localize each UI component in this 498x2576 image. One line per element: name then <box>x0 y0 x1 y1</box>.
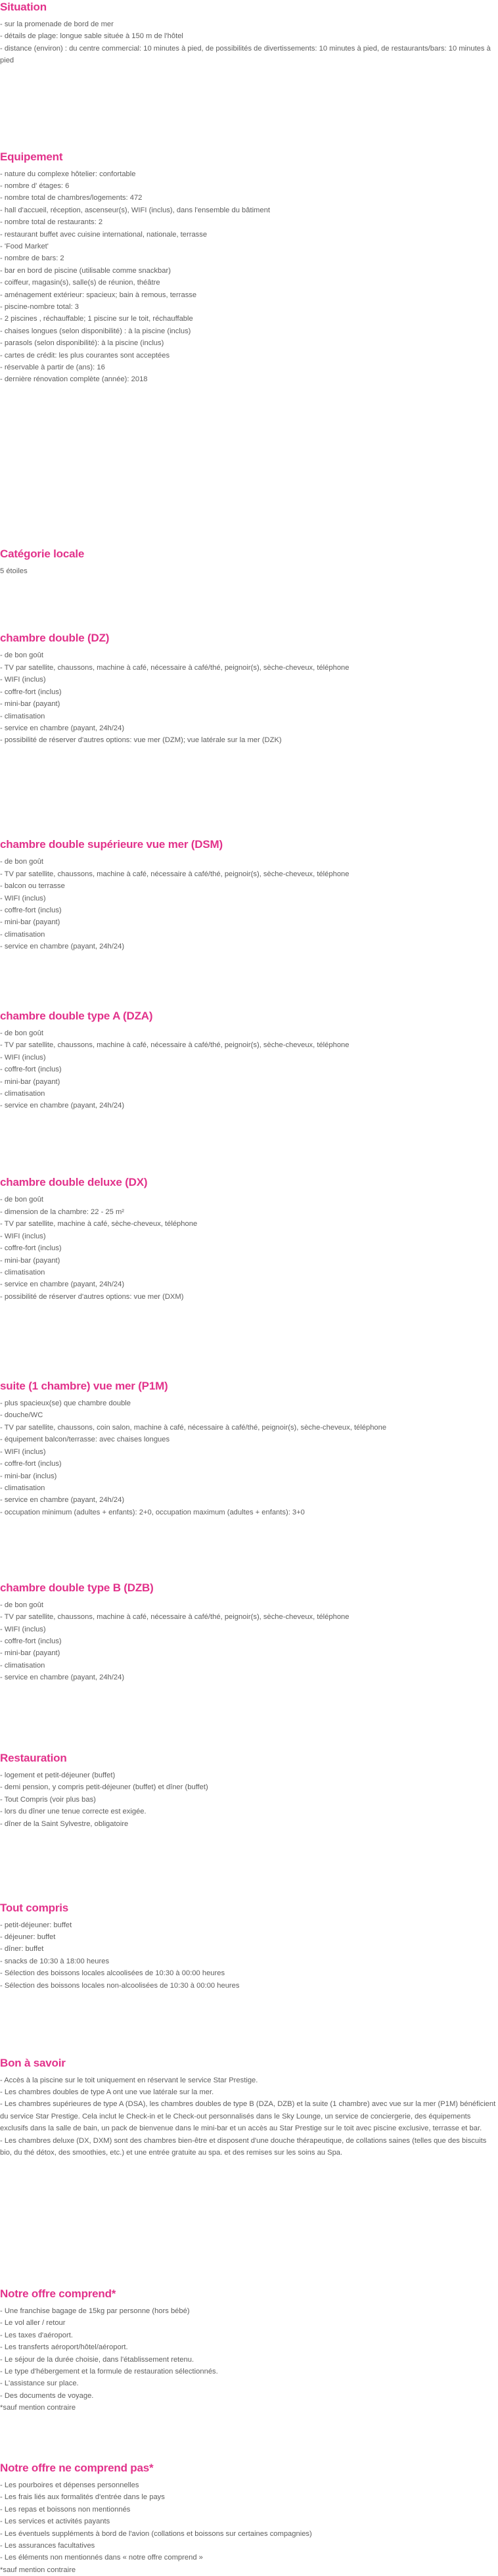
section-title: Tout compris <box>0 1901 69 1914</box>
list-item: - coffre-fort (inclus) <box>0 1066 62 1074</box>
list-item: - plus spacieux(se) que chambre double <box>0 1399 131 1408</box>
list-item: - climatisation <box>0 1661 45 1670</box>
section-11 <box>0 2056 498 2159</box>
list-item: - TV par satellite, machine à café, sèche-cheveux, téléphone <box>0 1220 198 1229</box>
section-13 <box>0 2461 498 2576</box>
list-item: - de bon goût <box>0 1196 43 1204</box>
list-item: - chaises longues (selon disponibilité) : à la piscine (inclus) <box>0 327 191 335</box>
section-list <box>0 856 498 952</box>
list-item: - coffre-fort (inclus) <box>0 1460 62 1468</box>
list-item: - bar en bord de piscine (utilisable comme snackbar) <box>0 266 171 275</box>
section-list <box>0 2074 498 2159</box>
list-item: - distance (environ) : du centre commercial: 10 minutes à pied, de possibilités de divertissements: 10 minutes à pied, de restaurants/bars: 10 minutes à pied <box>0 44 491 65</box>
list-item: - possibilité de réserver d'autres options: vue mer (DXM) <box>0 1292 184 1301</box>
list-item: - Sélection des boissons locales non-alcoolisées de 10:30 à 00:00 heures <box>0 1981 240 1990</box>
section-list <box>0 1599 498 1684</box>
section-title: Notre offre ne comprend pas* <box>0 2462 154 2474</box>
list-item: - service en chambre (payant, 24h/24) <box>0 943 125 951</box>
list-item: - petit-déjeuner: buffet <box>0 1921 72 1929</box>
list-item: - climatisation <box>0 1090 45 1098</box>
list-item: - mini-bar (payant) <box>0 918 60 927</box>
list-item: - TV par satellite, chaussons, machine à café, nécessaire à café/thé, peignoir(s), sèche-cheveux, téléphone <box>0 1613 350 1622</box>
list-item: - coffre-fort (inclus) <box>0 906 62 915</box>
list-item: - WIFI (inclus) <box>0 676 46 684</box>
list-item: - demi pension, y compris petit-déjeuner (buffet) et dîner (buffet) <box>0 1783 208 1792</box>
list-item: 5 étoiles <box>0 567 28 576</box>
list-item: - détails de plage: longue sable située à 150 m de l'hôtel <box>0 32 183 41</box>
list-item: - service en chambre (payant, 24h/24) <box>0 1280 125 1289</box>
list-item: - nombre de bars: 2 <box>0 254 64 263</box>
list-item: - nature du complexe hôtelier: confortable <box>0 170 136 178</box>
list-item: - 2 piscines , réchauffable; 1 piscine sur le toit, réchauffable <box>0 315 193 323</box>
section-list <box>0 649 498 746</box>
list-item: - mini-bar (payant) <box>0 1649 60 1658</box>
list-item: - climatisation <box>0 712 45 720</box>
section-title: Notre offre comprend* <box>0 2287 116 2301</box>
list-item: - snacks de 10:30 à 18:00 heures <box>0 1957 110 1965</box>
section-list <box>0 2479 498 2576</box>
list-item: - Les assurances facultatives <box>0 2542 95 2550</box>
list-item: - coffre-fort (inclus) <box>0 1637 62 1646</box>
section-8 <box>0 1581 498 1684</box>
section-6 <box>0 1175 498 1303</box>
list-item: *sauf mention contraire <box>0 2565 76 2574</box>
list-item: - Les pourboires et dépenses personnelles <box>0 2481 139 2489</box>
list-item: - service en chambre (payant, 24h/24) <box>0 1674 125 1682</box>
section-3 <box>0 631 498 746</box>
list-item: - WIFI (inclus) <box>0 1232 46 1240</box>
list-item: *sauf mention contraire <box>0 2404 76 2412</box>
list-item: - restaurant buffet avec cuisine international, nationale, terrasse <box>0 230 208 239</box>
section-10 <box>0 1901 498 1992</box>
list-item: - aménagement extérieur: spacieux; bain à remous, terrasse <box>0 291 197 299</box>
section-0 <box>0 0 498 67</box>
list-item: - de bon goût <box>0 858 43 866</box>
list-item: - mini-bar (payant) <box>0 700 60 709</box>
list-item: - balcon ou terrasse <box>0 882 65 891</box>
section-5 <box>0 1009 498 1112</box>
list-item: - 'Food Market' <box>0 242 49 250</box>
list-item: - climatisation <box>0 1484 45 1492</box>
list-item: - douche/WC <box>0 1411 43 1420</box>
list-item: - coffre-fort (inclus) <box>0 688 62 696</box>
list-item: - hall d'accueil, réception, ascenseur(s), WIFI (inclus), dans l'ensemble du bâtiment <box>0 206 270 214</box>
section-title: chambre double type A (DZA) <box>0 1010 153 1023</box>
list-item: - Les chambres doubles de type A ont une vue latérale sur la mer. <box>0 2088 214 2097</box>
list-item: - Les chambres supérieures de type A (DSA), les chambres doubles de type B (DZA, DZB) et la suite (1 chambre) avec vue sur la mer (P1M) bénéficient du service Star Prestige. Cela inclut le Check-in et le Check-out personnalisés dans le Sky Lounge, un service de conciergerie, des équipements exclusifs dans la salle de bain, un pack de bienvenue dans le mini-bar et un accès au Star Prestige sur le toit avec piscine exclusive, terrasse et bar. <box>0 2100 496 2133</box>
section-title: chambre double (DZ) <box>0 632 110 645</box>
list-item: - mini-bar (payant) <box>0 1077 60 1086</box>
list-item: - Les éventuels suppléments à bord de l'avion (collations et boissons sur certaines compagnies) <box>0 2529 312 2538</box>
list-item: - mini-bar (payant) <box>0 1256 60 1265</box>
list-item: - de bon goût <box>0 1029 43 1038</box>
section-9 <box>0 1751 498 1830</box>
list-item: - climatisation <box>0 930 45 939</box>
list-item: - Les éléments non mentionnés dans « notre offre comprend » <box>0 2554 203 2562</box>
list-item: - TV par satellite, chaussons, machine à café, nécessaire à café/thé, peignoir(s), sèche-cheveux, téléphone <box>0 1041 350 1050</box>
list-item: - piscine-nombre total: 3 <box>0 302 79 311</box>
list-item: - Les services et activités payants <box>0 2517 110 2526</box>
list-item: - coiffeur, magasin(s), salle(s) de réunion, théâtre <box>0 279 160 287</box>
list-item: - logement et petit-déjeuner (buffet) <box>0 1771 116 1779</box>
list-item: - Tout Compris (voir plus bas) <box>0 1795 96 1804</box>
list-item: - TV par satellite, chaussons, machine à café, nécessaire à café/thé, peignoir(s), sèche-cheveux, téléphone <box>0 663 350 672</box>
section-title: chambre double deluxe (DX) <box>0 1176 148 1189</box>
section-title: chambre double supérieure vue mer (DSM) <box>0 838 223 851</box>
section-4 <box>0 837 498 952</box>
list-item: - Les repas et boissons non mentionnés <box>0 2505 131 2514</box>
list-item: - nombre d' étages: 6 <box>0 181 70 190</box>
list-item: - dîner: buffet <box>0 1945 44 1954</box>
section-list <box>0 168 498 386</box>
list-item: - climatisation <box>0 1268 45 1276</box>
list-item: - de bon goût <box>0 1601 43 1609</box>
list-item: - Les chambres deluxe (DX, DXM) sont des chambres bien-être et disposent d'une douche thérapeutique, de collations saines (telles que des biscuits bio, du thé détox, des smoothies, etc.) et une entrée gratuite au spa. et des remises sur les soins au Spa. <box>0 2136 487 2157</box>
list-item: - nombre total de chambres/logements: 472 <box>0 194 143 202</box>
section-title: Bon à savoir <box>0 2056 66 2069</box>
list-item: - WIFI (inclus) <box>0 1625 46 1633</box>
list-item: - Sélection des boissons locales alcoolisées de 10:30 à 00:00 heures <box>0 1969 225 1978</box>
list-item: - mini-bar (inclus) <box>0 1472 57 1480</box>
list-item: - occupation minimum (adultes + enfants): 2+0, occupation maximum (adultes + enfants): 3+0 <box>0 1508 305 1516</box>
list-item: - Une franchise bagage de 15kg par personne (hors bébé) <box>0 2307 190 2316</box>
section-2 <box>0 547 498 577</box>
section-title: Catégorie locale <box>0 548 85 561</box>
section-list <box>0 2305 498 2414</box>
section-list <box>0 1194 498 1303</box>
section-list <box>0 565 498 577</box>
list-item: - Les taxes d'aéroport. <box>0 2331 73 2339</box>
section-7 <box>0 1379 498 1518</box>
list-item: - Le type d'hébergement et la formule de restauration sélectionnés. <box>0 2368 218 2376</box>
list-item: - service en chambre (payant, 24h/24) <box>0 724 125 732</box>
list-item: - Des documents de voyage. <box>0 2391 94 2400</box>
list-item: - WIFI (inclus) <box>0 1447 46 1456</box>
list-item: - de bon goût <box>0 651 43 660</box>
section-title: chambre double type B (DZB) <box>0 1581 154 1594</box>
list-item: - nombre total de restaurants: 2 <box>0 218 103 227</box>
section-list <box>0 1027 498 1112</box>
list-item: - cartes de crédit: les plus courantes sont acceptées <box>0 351 170 360</box>
list-item: - Les frais liés aux formalités d'entrée dans le pays <box>0 2493 165 2502</box>
list-item: - Les transferts aéroport/hôtel/aéroport. <box>0 2343 128 2352</box>
section-list <box>0 1397 498 1518</box>
list-item: - TV par satellite, chaussons, machine à café, nécessaire à café/thé, peignoir(s), sèche-cheveux, téléphone <box>0 870 350 878</box>
section-12 <box>0 2287 498 2414</box>
section-list <box>0 1919 498 1992</box>
section-title: suite (1 chambre) vue mer (P1M) <box>0 1380 168 1393</box>
section-title: Situation <box>0 1 47 13</box>
section-list <box>0 1769 498 1830</box>
list-item: - service en chambre (payant, 24h/24) <box>0 1102 125 1110</box>
list-item: - service en chambre (payant, 24h/24) <box>0 1496 125 1505</box>
list-item: - L'assistance sur place. <box>0 2379 79 2388</box>
section-1 <box>0 150 498 386</box>
list-item: - WIFI (inclus) <box>0 1053 46 1062</box>
list-item: - équipement balcon/terrasse: avec chaises longues <box>0 1436 170 1444</box>
list-item: - sur la promenade de bord de mer <box>0 20 114 28</box>
section-list <box>0 18 498 67</box>
list-item: - coffre-fort (inclus) <box>0 1244 62 1253</box>
list-item: - TV par satellite, chaussons, coin salon, machine à café, nécessaire à café/thé, peignoir(s), sèche-cheveux, téléphone <box>0 1423 387 1432</box>
section-title: Restauration <box>0 1752 67 1764</box>
list-item: - Accès à la piscine sur le toit uniquement en réservant le service Star Prestige. <box>0 2076 258 2084</box>
list-item: - lors du dîner une tenue correcte est exigée. <box>0 1808 147 1816</box>
list-item: - dîner de la Saint Sylvestre, obligatoire <box>0 1819 129 1828</box>
list-item: - WIFI (inclus) <box>0 894 46 902</box>
list-item: - Le séjour de la durée choisie, dans l'établissement retenu. <box>0 2355 194 2364</box>
list-item: - dimension de la chambre: 22 - 25 m² <box>0 1207 125 1216</box>
list-item: - possibilité de réserver d'autres options: vue mer (DZM); vue latérale sur la mer (DZK) <box>0 736 282 745</box>
list-item: - parasols (selon disponibilité): à la piscine (inclus) <box>0 339 164 348</box>
list-item: - réservable à partir de (ans): 16 <box>0 363 105 372</box>
section-title: Equipement <box>0 150 63 163</box>
list-item: - déjeuner: buffet <box>0 1932 56 1941</box>
list-item: - Le vol aller / retour <box>0 2319 66 2328</box>
list-item: - dernière rénovation complète (année): 2018 <box>0 375 148 384</box>
